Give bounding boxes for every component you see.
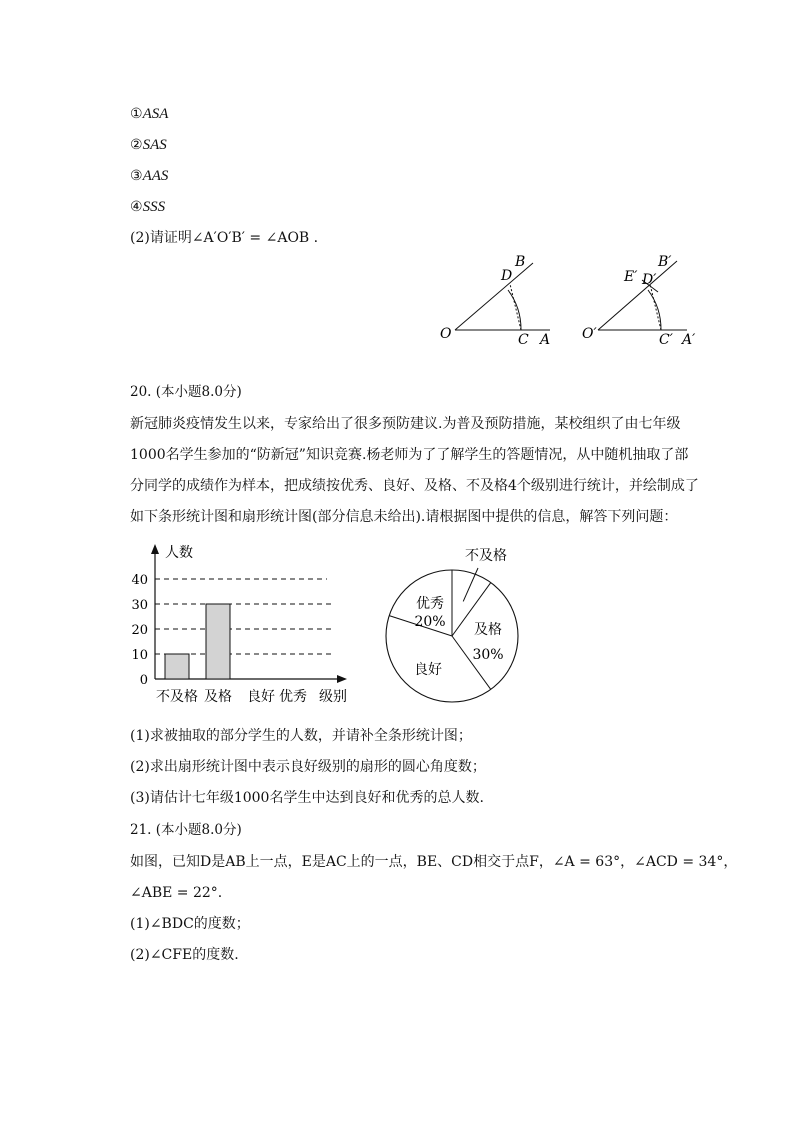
q20-text-line: 如下条形统计图和扇形统计图(部分信息未给出).请根据图中提供的信息，解答下列问题： <box>130 509 678 525</box>
ray-ob <box>455 263 533 330</box>
pie-slice-label: 及格 <box>474 622 502 638</box>
pie-slice-label: 不及格 <box>465 548 507 564</box>
bar-chart <box>125 540 355 710</box>
label-o-prime: O′ <box>582 326 597 342</box>
y-tick-label: 0 <box>139 673 148 688</box>
label-a: A <box>540 332 551 348</box>
q20-sub-1: (1)求被抽取的部分学生的人数，并请补全条形统计图； <box>130 728 472 744</box>
y-axis-label: 人数 <box>165 545 193 561</box>
label-c: C <box>518 332 529 348</box>
x-axis-label: 级别 <box>319 689 347 705</box>
bar <box>206 604 230 679</box>
q20-text-line: 新冠肺炎疫情发生以来，专家给出了很多预防建议.为普及预防措施，某校组织了由七年级 <box>130 416 681 432</box>
label-d-prime: D′ <box>642 272 657 288</box>
angle-figures <box>430 250 710 350</box>
option-aas: ③AAS <box>130 168 169 184</box>
label-b-prime: B′ <box>658 254 672 270</box>
y-tick-label: 30 <box>131 598 148 613</box>
pie-slice-percent: 30% <box>472 647 504 663</box>
q21-sub-2: (2)∠CFE的度数. <box>130 947 239 963</box>
label-d: D <box>501 268 513 284</box>
q21-header: 21. (本小题8.0分) <box>130 822 242 838</box>
ray-o-b-prime <box>598 261 677 330</box>
q20-header: 20. (本小题8.0分) <box>130 384 242 400</box>
x-tick-label: 优秀 <box>279 689 307 705</box>
label-e-prime: E′ <box>624 269 638 285</box>
q21-sub-1: (1)∠BDC的度数； <box>130 916 250 932</box>
label-b: B <box>515 254 526 270</box>
q19-part2: (2)请证明∠A′O′B′ = ∠AOB . <box>130 230 319 246</box>
q20-sub-2: (2)求出扇形统计图中表示良好级别的扇形的圆心角度数； <box>130 759 486 775</box>
segment-cd-dashed <box>510 284 521 330</box>
segment-cd-prime-dashed <box>650 284 661 330</box>
option-sss: ④SSS <box>130 199 166 215</box>
q20-sub-3: (3)请估计七年级1000名学生中达到良好和优秀的总人数. <box>130 790 484 806</box>
arc-cd <box>508 290 521 330</box>
arc-c-d-prime <box>648 290 661 330</box>
x-axis-arrow <box>337 675 347 683</box>
x-tick-label: 及格 <box>204 689 232 705</box>
x-tick-label: 不及格 <box>156 689 198 705</box>
option-sas: ②SAS <box>130 137 167 153</box>
pie-slice-label: 良好 <box>414 662 442 678</box>
q20-text-line: 分同学的成绩作为样本，把成绩按优秀、良好、及格、不及格4个级别进行统计，并绘制成了 <box>130 478 699 494</box>
option-asa: ①ASA <box>130 106 169 122</box>
label-c-prime: C′ <box>659 332 673 348</box>
bar <box>165 654 189 679</box>
q21-line-2: ∠ABE = 22°. <box>130 885 223 901</box>
pie-chart <box>380 540 530 710</box>
label-a-prime: A′ <box>682 332 696 348</box>
pie-slice-percent: 20% <box>414 614 446 630</box>
q21-line-1: 如图，已知D是AB上一点，E是AC上的一点，BE、CD相交于点F，∠A = 63°，∠ACD = 34°， <box>130 854 738 870</box>
y-axis-arrow <box>151 544 159 554</box>
y-tick-label: 10 <box>131 648 148 663</box>
pie-slice-label: 优秀 <box>416 596 444 612</box>
q20-text-line: 1000名学生参加的“防新冠”知识竞赛.杨老师为了了解学生的答题情况，从中随机抽取了部 <box>130 447 689 463</box>
y-tick-label: 20 <box>131 623 148 638</box>
y-tick-label: 40 <box>131 573 148 588</box>
label-o: O <box>440 326 452 342</box>
x-tick-label: 良好 <box>247 689 275 705</box>
